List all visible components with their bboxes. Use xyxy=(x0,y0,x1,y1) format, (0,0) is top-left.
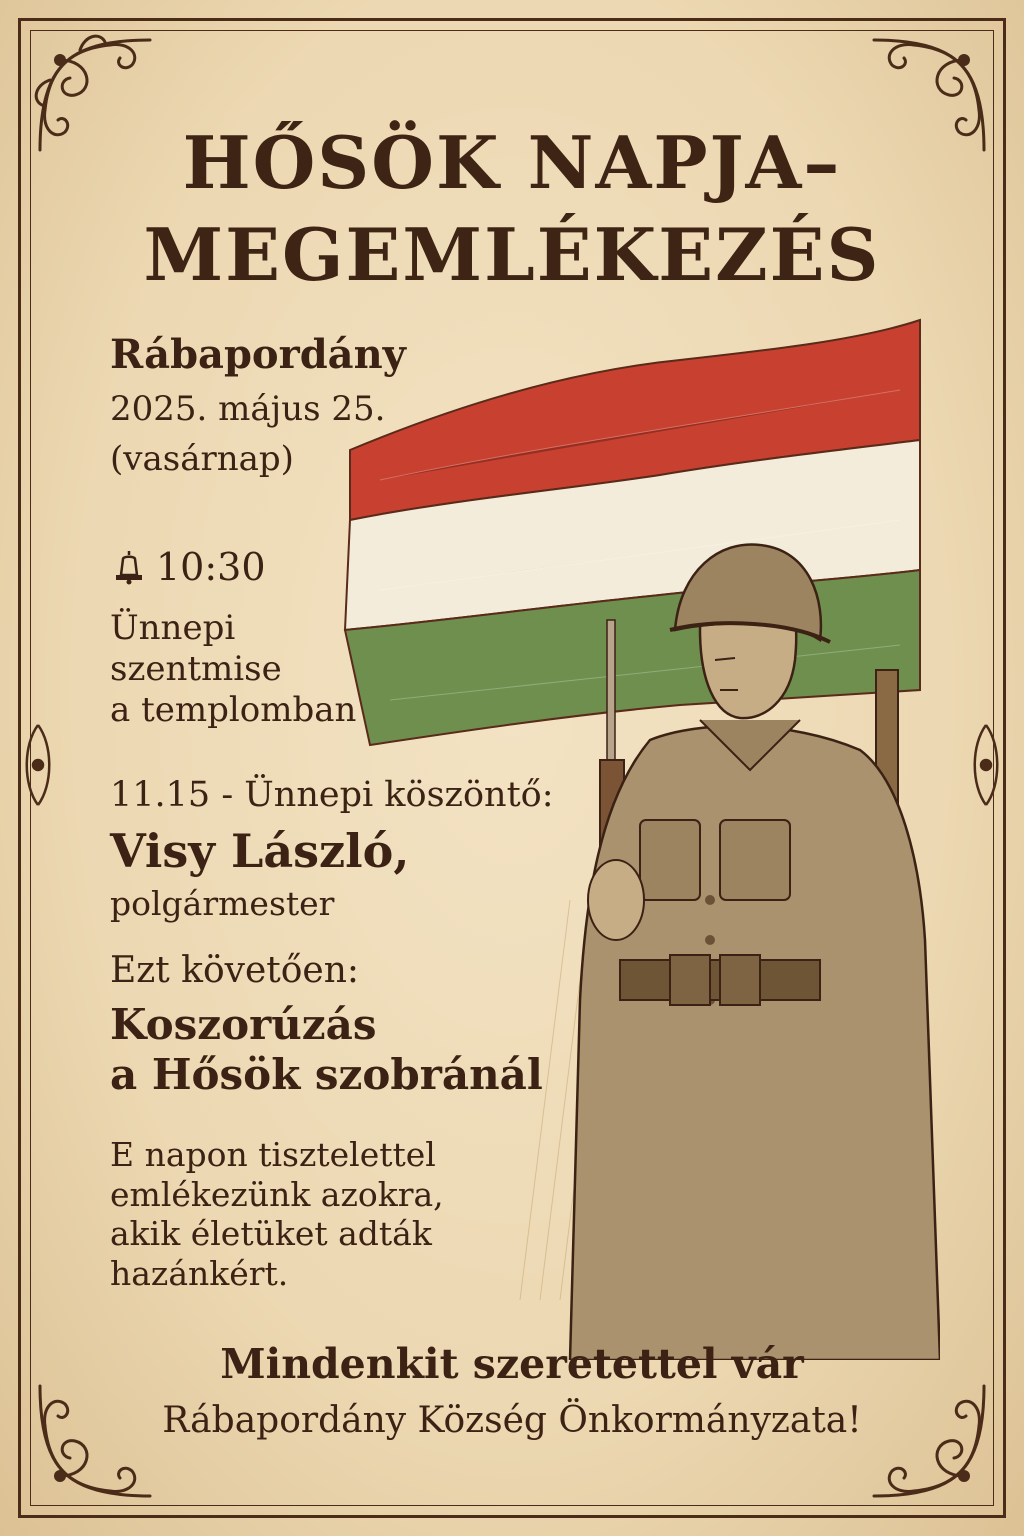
greeting-line: 11.15 - Ünnepi köszöntő: xyxy=(110,775,554,815)
invite-line-2: Rábapordány Község Önkormányzata! xyxy=(162,1400,862,1441)
memorial-line: E napon tisztelettel xyxy=(110,1135,436,1174)
mass-time-row xyxy=(112,545,266,589)
side-ornament-icon xyxy=(18,720,58,810)
memorial-line: emlékezünk azokra, xyxy=(110,1174,444,1214)
mass-time: 10:30 xyxy=(156,545,266,589)
hungarian-flag-icon xyxy=(345,320,920,745)
title-line-1: HŐSÖK NAPJA– xyxy=(182,120,842,205)
wreath-description xyxy=(110,1000,543,1101)
memorial-line: hazánkért. xyxy=(110,1253,289,1293)
mass-line: Ünnepi xyxy=(110,608,236,648)
wreath-line: a Hősök szobránál xyxy=(110,1050,543,1100)
mass-description xyxy=(110,608,356,730)
event-place: Rábapordány xyxy=(110,331,406,378)
mass-line: szentmise xyxy=(110,648,282,689)
event-weekday: (vasárnap) xyxy=(110,439,294,479)
corner-ornament-icon xyxy=(20,1366,170,1516)
after-label: Ezt követően: xyxy=(110,950,360,991)
memorial-line: akik életüket adták xyxy=(110,1214,432,1254)
speaker-role: polgármester xyxy=(110,884,335,923)
event-date: 2025. május 25. xyxy=(110,389,386,429)
memorial-text xyxy=(110,1135,444,1293)
church-bell-icon xyxy=(112,549,146,585)
mass-line: a templomban xyxy=(110,689,357,730)
title-line-2: MEGEMLÉKEZÉS xyxy=(143,212,881,297)
side-ornament-icon xyxy=(966,720,1006,810)
speaker-name: Visy László, xyxy=(110,824,410,878)
corner-ornament-icon xyxy=(854,1366,1004,1516)
invite-line-1: Mindenkit szeretettel vár xyxy=(220,1340,804,1388)
wreath-line: Koszorúzás xyxy=(110,1000,377,1049)
